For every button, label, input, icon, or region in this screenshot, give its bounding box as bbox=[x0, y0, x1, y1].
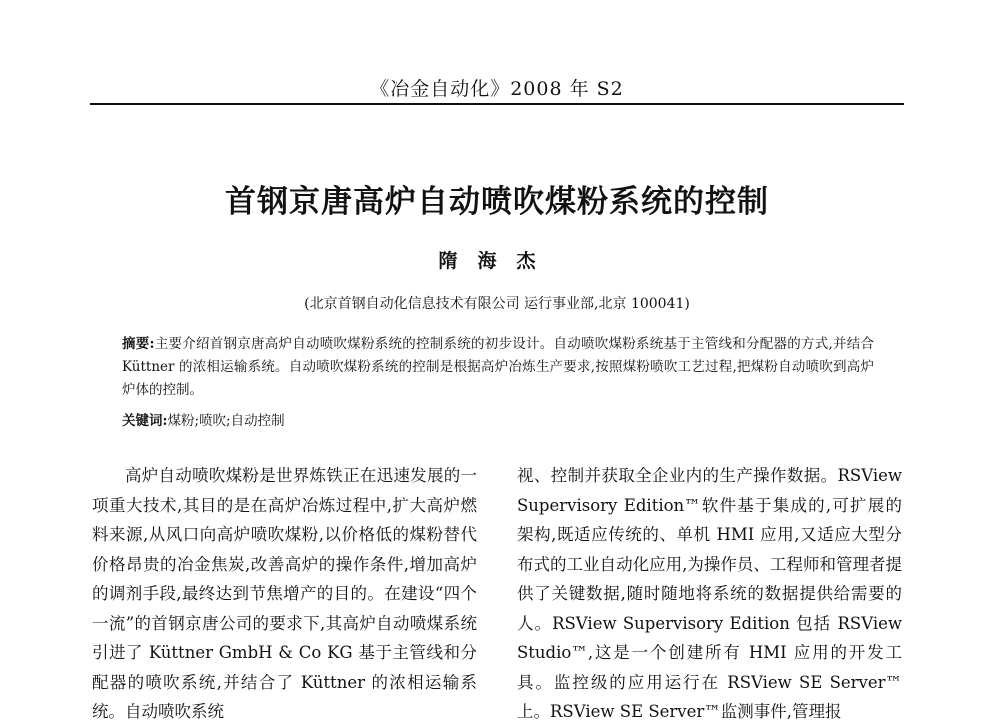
body-right-column bbox=[517, 461, 902, 727]
affiliation: (北京首钢自动化信息技术有限公司 运行事业部,北京 100041) bbox=[304, 296, 690, 312]
header-rule bbox=[90, 103, 904, 105]
right-column-text: 视、控制并获取全企业内的生产操作数据。RSView Supervisory Edition™软件基于集成的,可扩展的架构,既适应传统的、单机 HMI 应用,又适应大型分布式的工业自动化应用,为操作员、工程师和管理者提供了关键数据,随时随地将系统的数据提供给需要的人。RSView Supervisory Edition 包括 RSView Studio™,这是一个创建所有 HMI 应用的开发工具。监控级的应用运行在 RSView SE Server™上。RSView SE Server™监测事件,管理报 bbox=[517, 466, 902, 721]
keywords bbox=[122, 410, 874, 433]
author-name: 隋海杰 bbox=[438, 250, 556, 272]
journal-header: 《冶金自动化》2008 年 S2 bbox=[370, 78, 624, 100]
left-column-text: 高炉自动喷吹煤粉是世界炼铁正在迅速发展的一项重大技术,其目的是在高炉冶炼过程中,扩大高炉燃料来源,从风口向高炉喷吹煤粉,以价格低的煤粉替代价格昂贵的冶金焦炭,改善高炉的操作条件,增加高炉的调剂手段,最终达到节焦增产的目的。在建设“四个一流”的首钢京唐公司的要求下,其高炉自动喷煤系统引进了 Küttner GmbH & Co KG 基于主管线和分配器的喷吹系统,并结合了 Küttner 的浓相运输系统。自动喷吹系统 bbox=[92, 466, 477, 721]
keywords-text: 煤粉;喷吹;自动控制 bbox=[167, 413, 285, 429]
body-left-column bbox=[92, 461, 477, 727]
paper-title: 首钢京唐高炉自动喷吹煤粉系统的控制 bbox=[225, 184, 769, 220]
keywords-label: 关键词: bbox=[122, 413, 168, 429]
abstract bbox=[122, 333, 874, 402]
abstract-text: 主要介绍首钢京唐高炉自动喷吹煤粉系统的控制系统的初步设计。自动喷吹煤粉系统基于主管线和分配器的方式,并结合 Küttner 的浓相运输系统。自动喷吹煤粉系统的控制是根据高炉冶炼生产要求,按照煤粉喷吹工艺过程,把煤粉自动喷吹到高炉炉体的控制。 bbox=[122, 336, 874, 398]
abstract-label: 摘要: bbox=[122, 336, 155, 352]
